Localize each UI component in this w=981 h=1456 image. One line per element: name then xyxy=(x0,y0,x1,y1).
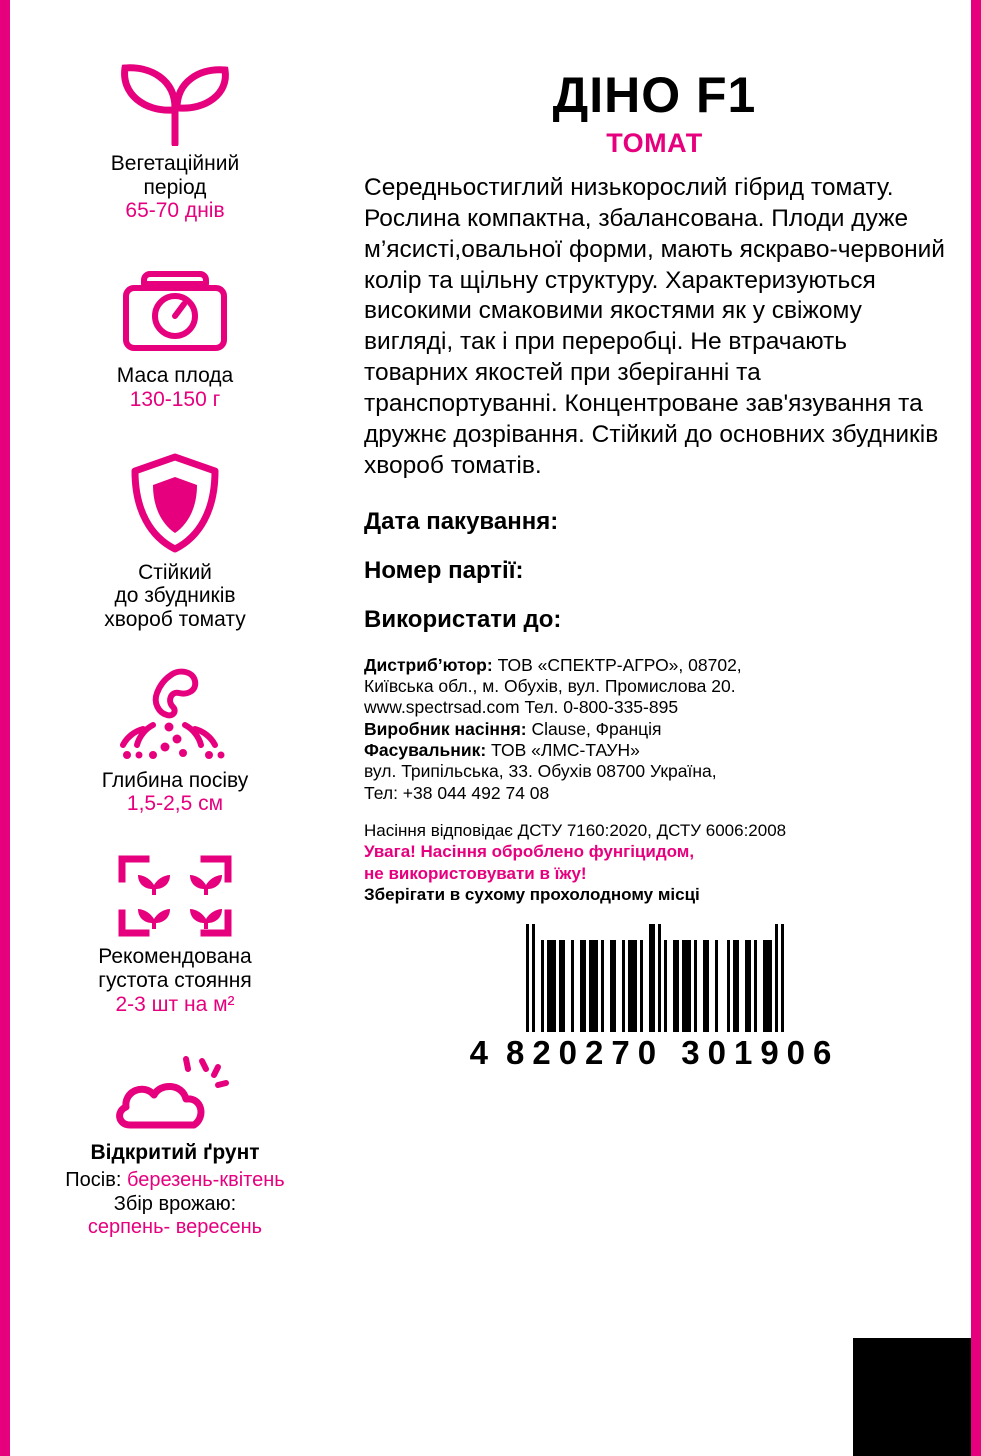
feature-fruit-mass xyxy=(10,258,340,411)
feature-planting-density xyxy=(10,853,340,1016)
distributor-label: Дистриб’ютор: xyxy=(364,654,493,675)
sprout-icon xyxy=(109,60,241,146)
product-subtitle: ТОМАТ xyxy=(606,128,703,158)
standards-block xyxy=(364,820,945,906)
packer-line2: вул. Трипільська, 33. Обухів 08700 Україна, xyxy=(364,761,717,782)
producer-label: Виробник насіння: xyxy=(364,718,527,739)
seed-packet-back xyxy=(10,0,971,1456)
packer-value: ТОВ «ЛМС-ТАУН» xyxy=(486,739,640,760)
feature-disease-resistance xyxy=(10,451,340,632)
feature-value: 2-3 шт на м² xyxy=(115,992,235,1016)
info-column xyxy=(340,0,971,1456)
feature-caption: Маса плода xyxy=(116,364,234,388)
batch-number-label: Номер партії: xyxy=(364,556,524,584)
sowing-hand-icon xyxy=(109,667,241,763)
packer-line3: Тел: +38 044 492 74 08 xyxy=(364,782,550,803)
feature-sowing-depth xyxy=(10,667,340,816)
use-by-label: Використати до: xyxy=(364,605,562,633)
sow-label: Посів: xyxy=(65,1169,122,1192)
feature-open-ground xyxy=(10,1055,340,1240)
product-description: Середньостиглий низькорослий гібрид томату. Рослина компактна, збалансована. Плоди дуже м’ясисті,овальної форми, мають яскраво-червоний колір та щільну структуру. Характеризуються високими смаковими якостями як у свіжому вигляді, так і при переробці. Не втрачають товарних якостей при зберіганні та транспортуванні. Концентроване зав'язування та дружнє дозрівання. Стійкий до основних збудників хвороб томатів. xyxy=(364,174,945,479)
company-info xyxy=(364,655,945,804)
feature-caption: Глибина посіву xyxy=(101,768,249,792)
warning-line-2: не використовувати в їжу! xyxy=(364,863,587,883)
distributor-value: ТОВ «СПЕКТР-АГРО», 08702, xyxy=(492,654,742,675)
feature-caption: Відкритий ґрунт xyxy=(90,1141,260,1165)
harvest-value: серпень- вересень xyxy=(87,1216,263,1239)
feature-caption: Вегетаційний період xyxy=(110,152,240,199)
harvest-label: Збір врожаю: xyxy=(113,1192,237,1215)
fields-block xyxy=(364,508,945,634)
storage-text: Зберігати в сухому прохолодному місці xyxy=(364,884,700,904)
open-ground-sun-cloud-icon xyxy=(110,1055,240,1135)
warning-line-1: Увага! Насіння оброблено фунгіцидом, xyxy=(364,842,695,862)
feature-value: 1,5-2,5 см xyxy=(126,792,224,816)
right-magenta-edge xyxy=(971,0,981,1456)
sow-value: березень-квітень xyxy=(126,1169,285,1192)
features-column xyxy=(10,0,340,1456)
barcode-digits xyxy=(470,1034,840,1072)
conformity-text: Насіння відповідає ДСТУ 7160:2020, ДСТУ 6006:2008 xyxy=(364,821,787,840)
planting-density-icon xyxy=(116,853,234,939)
left-magenta-edge xyxy=(0,0,10,1456)
barcode-main-digits: 820270 301906 xyxy=(505,1033,840,1071)
page-title: ДІНО F1 xyxy=(552,67,757,123)
feature-caption: Стійкий до збудників хвороб томату xyxy=(104,560,246,632)
producer-value: Clause, Франція xyxy=(526,718,662,739)
distributor-line3: www.spectrsad.com Тел. 0-800-335-895 xyxy=(364,697,679,718)
feature-value: 130-150 г xyxy=(129,387,221,411)
barcode-bars xyxy=(526,924,784,1032)
feature-vegetation-period xyxy=(10,60,340,223)
sowing-harvest-info xyxy=(65,1169,284,1240)
feature-caption: Рекомендована густота стояння xyxy=(98,945,252,992)
feature-value: 65-70 днів xyxy=(125,199,225,223)
barcode xyxy=(364,924,945,1072)
pack-date-label: Дата пакування: xyxy=(364,507,559,535)
packer-label: Фасувальник: xyxy=(364,739,487,760)
shield-icon xyxy=(127,451,223,555)
distributor-line2: Київська обл., м. Обухів, вул. Промислова 20. xyxy=(364,675,736,696)
barcode-lead-digit: 4 xyxy=(469,1033,496,1071)
scale-icon xyxy=(120,258,230,358)
